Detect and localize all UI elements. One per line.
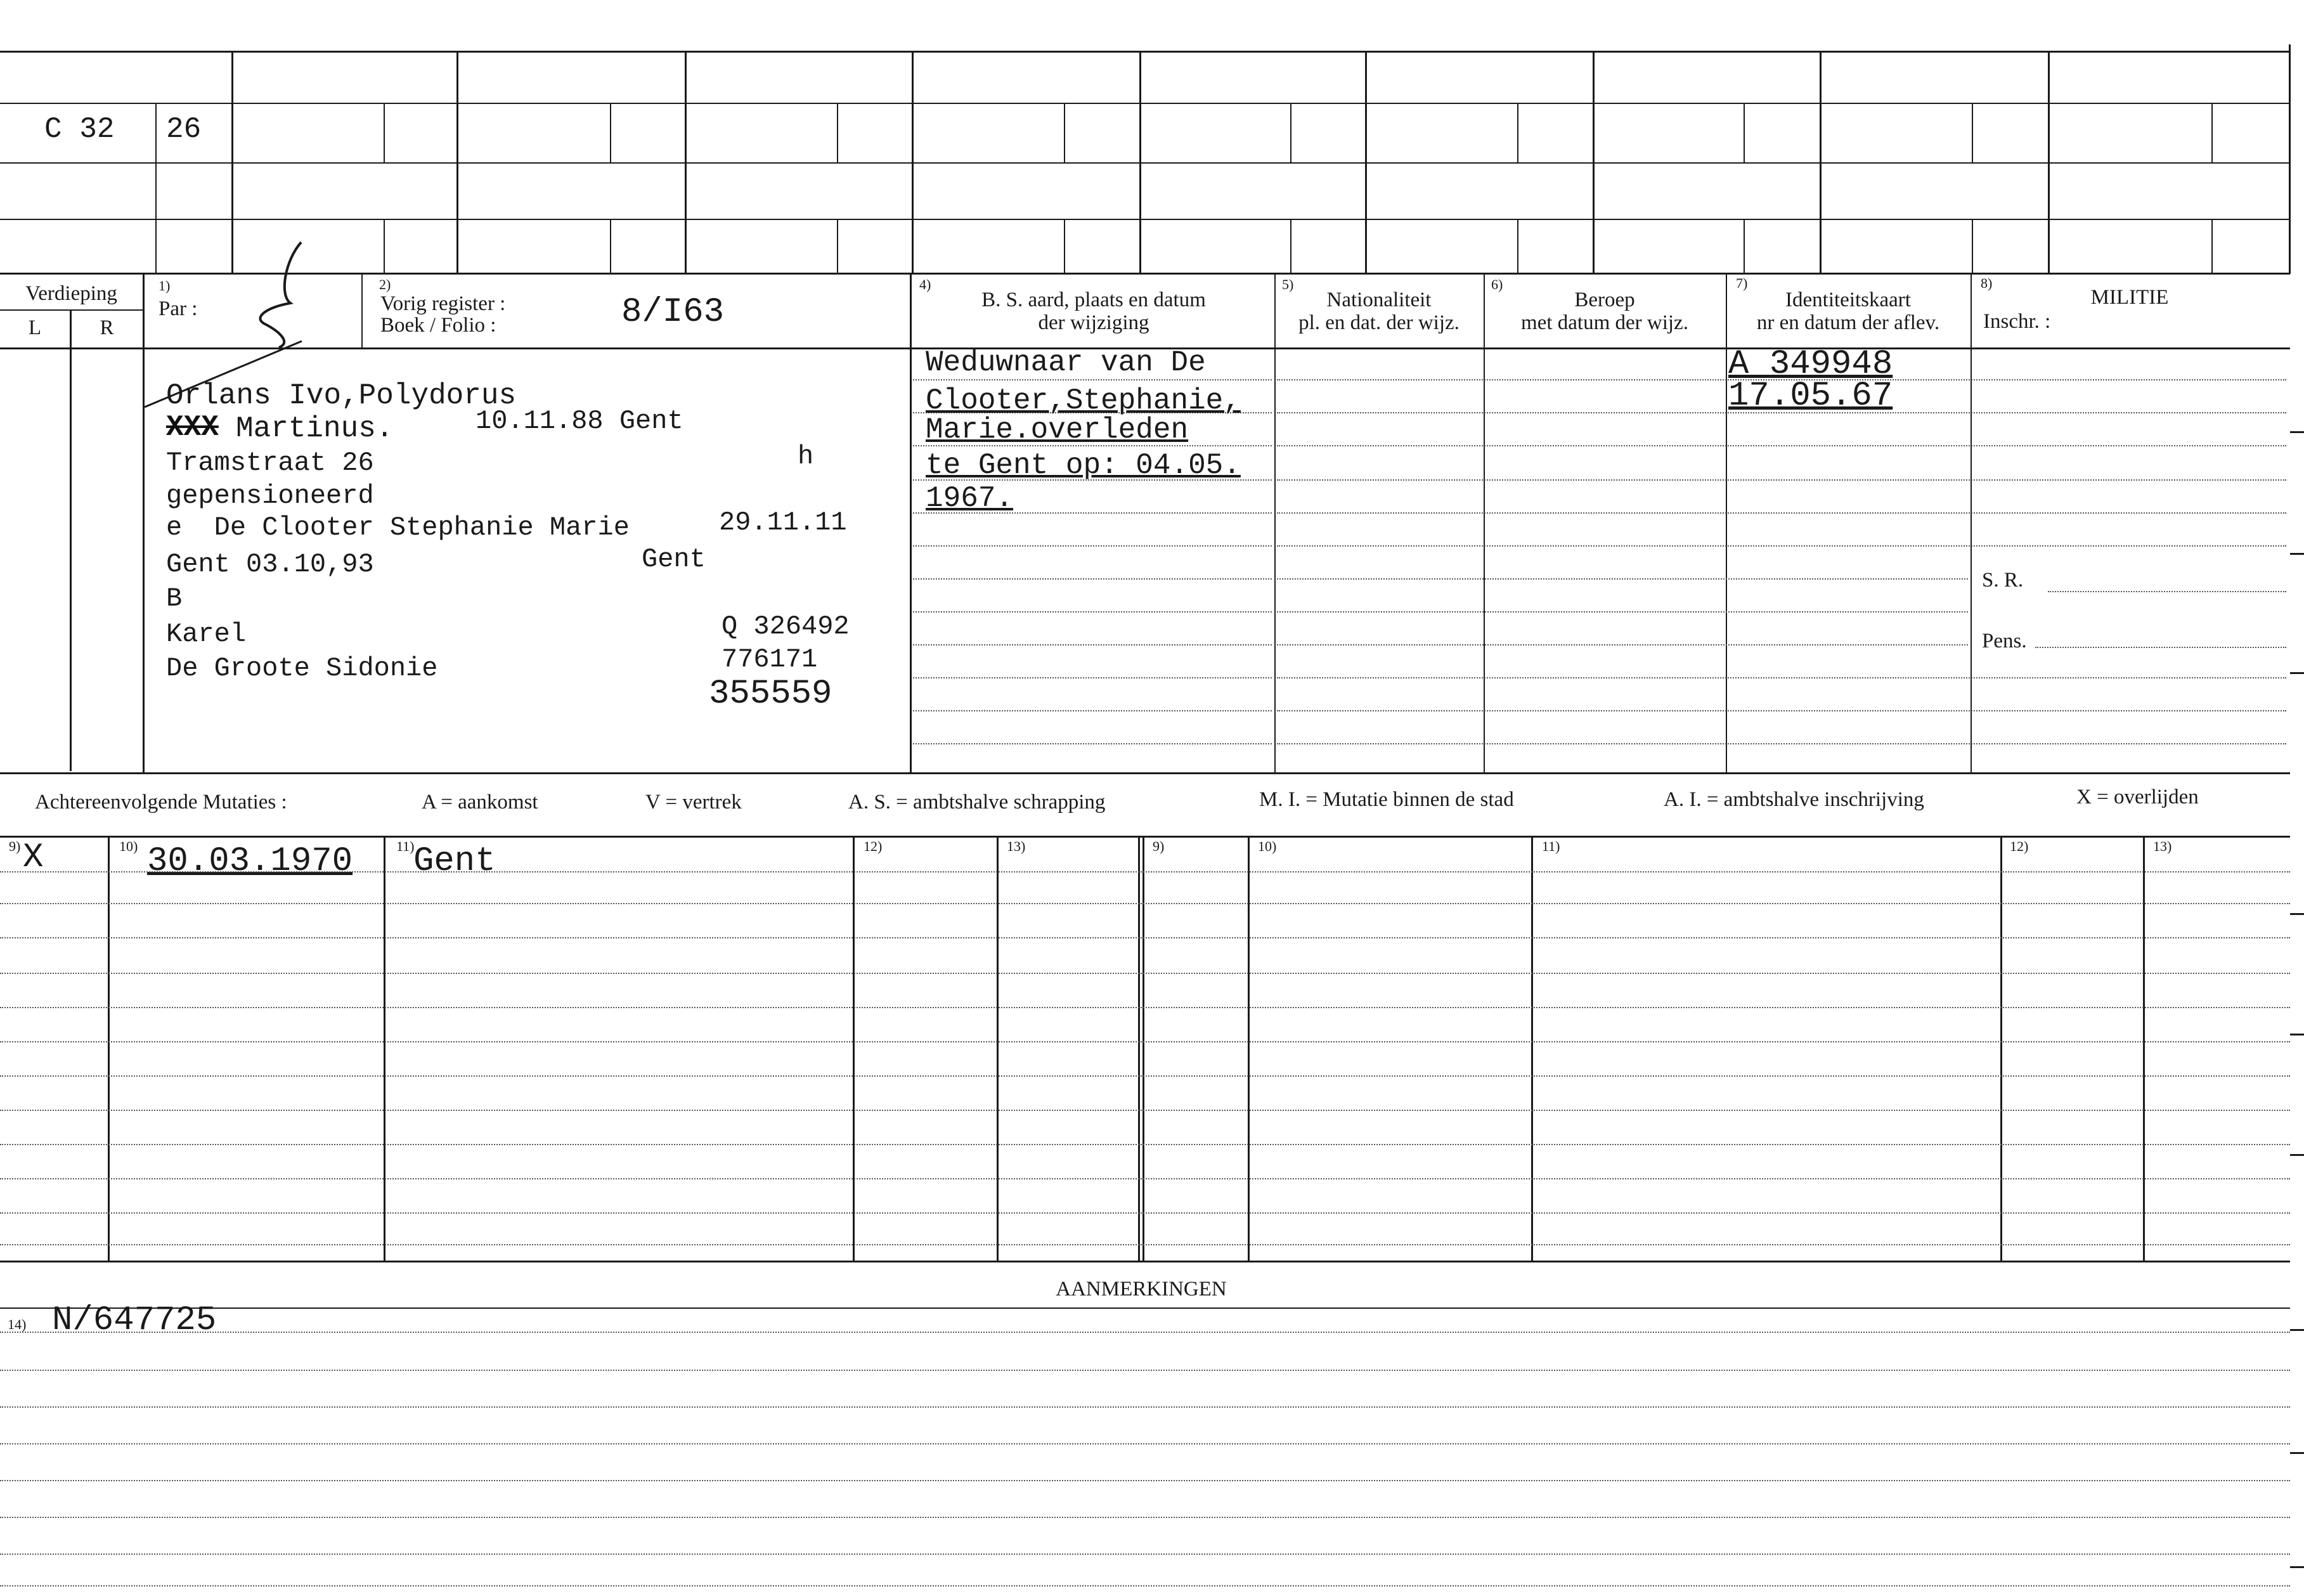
person-spouse-birth: Gent 03.10,93 — [166, 549, 374, 580]
mut-col-9b: 9) — [1153, 838, 1165, 854]
mutation-place: Gent — [413, 842, 496, 881]
r-label: R — [100, 316, 114, 339]
mutation-date: 30.03.1970 — [147, 842, 353, 881]
person-spouse: e De Clooter Stephanie Marie — [166, 512, 630, 543]
mut-col-10: 10) — [119, 838, 138, 854]
pens-label: Pens. — [1982, 630, 2027, 652]
mut-col-12b: 12) — [2010, 838, 2029, 854]
mut-col-13b: 13) — [2153, 838, 2172, 854]
beroep-num: 6) — [1491, 276, 1503, 292]
person-father: Karel — [166, 619, 247, 649]
remarks-num: 14) — [8, 1316, 27, 1332]
legend-aankomst: A = aankomst — [422, 791, 538, 814]
bs-line-2: Clooter,Stephanie, — [926, 384, 1241, 417]
person-h: h — [798, 441, 814, 472]
mut-col-11b: 11) — [1542, 838, 1560, 854]
vorig-num: 2) — [379, 276, 391, 292]
militie-label: MILITIE — [2090, 286, 2169, 309]
top-code: C 32 — [44, 113, 115, 146]
person-spouse-place: Gent — [642, 544, 706, 574]
mut-col-11: 11) — [396, 838, 415, 854]
legend-mutatie-stad: M. I. = Mutatie binnen de stad — [1259, 788, 1514, 811]
person-mother: De Groote Sidonie — [166, 653, 438, 684]
nat-label-2: pl. en dat. der wijz. — [1298, 311, 1459, 334]
mut-col-9: 9) — [9, 838, 21, 854]
legend-overlijden: X = overlijden — [2076, 786, 2199, 808]
person-b: B — [166, 583, 183, 614]
mutation-type: X — [23, 838, 44, 877]
person-name: Orlans Ivo,Polydorus — [166, 379, 517, 412]
beroep-label-2: met datum der wijz. — [1521, 311, 1688, 334]
sr-label: S. R. — [1982, 569, 2024, 592]
person-profession: gepensioneerd — [166, 481, 374, 511]
remarks-title: AANMERKINGEN — [1056, 1278, 1227, 1301]
bs-label-2: der wijziging — [1038, 311, 1149, 334]
legend-ambtshalve-inschrijving: A. I. = ambtshalve inschrijving — [1664, 788, 1924, 811]
bs-num: 4) — [919, 276, 931, 292]
person-struck: XXX — [166, 411, 219, 444]
bs-line-3: Marie.overleden — [926, 413, 1189, 446]
person-mother-ref: 776171 — [722, 644, 818, 675]
mil-num: 8) — [1981, 275, 1993, 291]
mut-col-10b: 10) — [1258, 838, 1277, 854]
bs-line-4: te Gent op: 04.05. — [926, 449, 1241, 482]
beroep-label-1: Beroep — [1574, 289, 1635, 311]
person-birth: 10.11.88 Gent — [476, 406, 683, 436]
person-extra-ref: 355559 — [709, 675, 832, 713]
id-card-number: A 349948 — [1728, 345, 1893, 384]
par-label: Par : — [159, 297, 198, 320]
mut-col-12: 12) — [864, 838, 883, 854]
person-address: Tramstraat 26 — [166, 448, 374, 478]
legend-vertrek: V = vertrek — [645, 791, 742, 814]
person-father-ref: Q 326492 — [722, 611, 850, 642]
vorig-register-value: 8/I63 — [621, 293, 725, 332]
bs-label-1: B. S. aard, plaats en datum — [981, 289, 1206, 311]
legend-ambtshalve-schrapping: A. S. = ambtshalve schrapping — [848, 791, 1106, 814]
id-card-date: 17.05.67 — [1728, 377, 1893, 415]
person-spouse-date: 29.11.11 — [719, 507, 847, 538]
bs-line-5: 1967. — [926, 482, 1014, 515]
id-num: 7) — [1736, 275, 1748, 291]
l-label: L — [28, 316, 42, 339]
par-scribble — [241, 235, 330, 349]
boek-folio-label: Boek / Folio : — [380, 314, 496, 337]
remarks-value: N/647725 — [52, 1301, 217, 1340]
bs-line-1: Weduwnaar van De — [926, 346, 1206, 379]
mut-col-13: 13) — [1007, 838, 1026, 854]
par-num: 1) — [159, 278, 171, 294]
inschr-label: Inschr. : — [1983, 310, 2051, 333]
nat-label-1: Nationaliteit — [1326, 289, 1432, 311]
id-label-2: nr en datum der aflev. — [1756, 311, 1940, 334]
legend-title: Achtereenvolgende Mutaties : — [35, 791, 287, 814]
person-second-name: Martinus. — [236, 412, 394, 445]
vorig-register-label: Vorig register : — [380, 292, 506, 315]
nat-num: 5) — [1282, 276, 1294, 292]
top-number: 26 — [166, 113, 202, 146]
id-label-1: Identiteitskaart — [1785, 289, 1911, 311]
verdieping-label: Verdieping — [25, 282, 117, 305]
